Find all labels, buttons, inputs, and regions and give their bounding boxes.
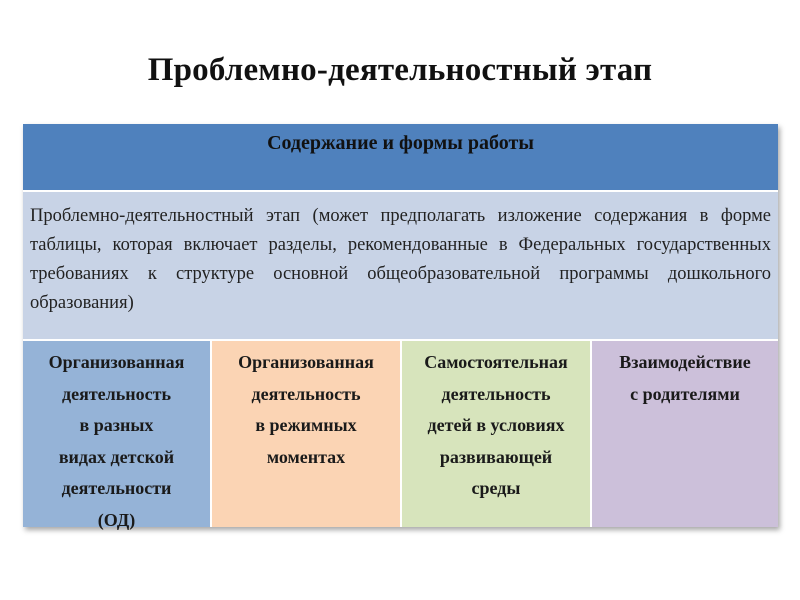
cell-line: в разных bbox=[79, 415, 154, 435]
cell-line: Взаимодействие bbox=[619, 352, 751, 372]
cell-line: среды bbox=[471, 478, 521, 498]
cell-line: детей в условиях bbox=[427, 415, 565, 435]
slide-title: Проблемно-деятельностный этап bbox=[147, 52, 653, 88]
content-table bbox=[23, 124, 778, 530]
column-independent-activity bbox=[402, 341, 592, 527]
table-header-text: Содержание и формы работы bbox=[267, 132, 534, 154]
cell-line: деятельности bbox=[61, 478, 172, 498]
table-header-row bbox=[23, 124, 778, 192]
column-parent-interaction bbox=[592, 341, 778, 527]
cell-line: с родителями bbox=[630, 383, 740, 404]
description-text: Проблемно-деятельностный этап (может предполагать изложение содержания в форме таблицы, которая включает разделы, рекомендованные в Федеральных государственных требованиях к структуре основной общеобразовательной программы дошкольного образования) bbox=[30, 206, 771, 313]
cell-line: деятельность bbox=[251, 383, 361, 404]
column-organized-activity-routine bbox=[212, 341, 402, 527]
cell-line: Организованная bbox=[238, 352, 374, 372]
cell-line: видах детской bbox=[58, 446, 175, 467]
description-row bbox=[23, 192, 778, 341]
cell-line: в режимных bbox=[255, 415, 357, 435]
cell-line: Организованная bbox=[48, 352, 185, 372]
column-organized-activity-kinds bbox=[23, 341, 212, 530]
cell-line: моментах bbox=[266, 446, 346, 467]
cell-line: Самостоятельная bbox=[424, 352, 568, 372]
cell-line: деятельность bbox=[61, 383, 171, 404]
cell-line: деятельность bbox=[441, 383, 551, 404]
columns-row bbox=[23, 341, 778, 530]
cell-line: (ОД) bbox=[97, 509, 136, 530]
cell-line: развивающей bbox=[439, 446, 553, 467]
